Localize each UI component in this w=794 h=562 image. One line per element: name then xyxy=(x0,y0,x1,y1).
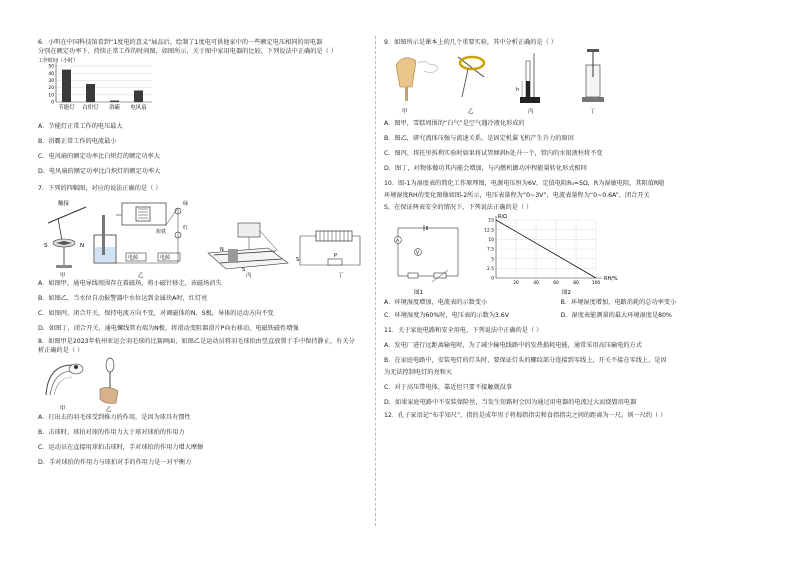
q10-option-c: C．环境湿度为60%时，电压表的示数为3.6V xyxy=(384,312,509,319)
graph-xlabel: RH/% xyxy=(604,276,618,282)
q7-fig-label-jia: 甲 xyxy=(60,273,66,279)
q7-figure-svg xyxy=(38,193,368,279)
q9-fig-yi xyxy=(458,57,484,115)
graph-ytick: 2.5 xyxy=(487,266,494,272)
q8-option-c: C．运动员在直接用球拍击球时，手对球拍的作用力增大摩擦 xyxy=(38,444,204,451)
q6-option-c: C．电风扇的额定功率比白炽灯的额定功率大 xyxy=(38,153,160,160)
graph-ytick: 7.5 xyxy=(487,247,494,253)
q8-fig-yi xyxy=(100,358,118,413)
question-9 xyxy=(384,38,732,173)
left-column xyxy=(38,38,378,467)
q7-option-c: C．如图丙，闭合开关，保持电流方向不变，对调磁体的N、S极，导体的运动方向不变 xyxy=(38,310,274,317)
graph-xtick: 60 xyxy=(553,281,559,286)
question-10 xyxy=(384,179,732,320)
q10-stem-line1: 10．图-1为湿度表的简化工作原理图，电源电压恒为6V，定值电阻R₀=5Ω，R为湿敏电阻，其阻值R随 xyxy=(384,180,665,187)
bar-chart-bar xyxy=(62,70,71,102)
q8-option-a: A．打出去的羽毛球受到推力的作用，是因为球具有惯性 xyxy=(38,414,191,421)
bar-chart-xtick: 白炽灯 xyxy=(82,105,99,111)
q7-fig-ding xyxy=(296,231,360,279)
q10-fig-label-1: 图1 xyxy=(414,290,423,296)
q11-option-b: B．在家庭电路中，安装电灯的灯头时，要保证灯头的螺纹部分连接到零线上，开关不接在零线上，是因 xyxy=(384,357,667,364)
q10-stem-line2: 环境湿度RH的变化图像如图-2所示，电压表量程为“0~3V”，电流表量程为“0~0.6A”，闭合开关 xyxy=(384,192,650,199)
q11-stem: 11．关于家庭电路和安全用电，下列说法中正确的是（ ） xyxy=(384,327,543,334)
q9-fig-ding xyxy=(582,49,604,115)
q7-fig-bing xyxy=(208,223,288,279)
q7-label-s3: S xyxy=(296,257,300,263)
q9-fig-bing xyxy=(516,53,540,115)
q10-options xyxy=(384,298,724,320)
q9-fig-label-yi: 乙 xyxy=(468,109,474,115)
q8-fig-label-jia: 甲 xyxy=(60,406,66,412)
q8-fig-jia xyxy=(46,364,83,412)
q10-option-a: A．环境湿度增加，电流表的示数变小 xyxy=(384,299,488,306)
bar-chart-ytick: 40 xyxy=(48,71,54,77)
q7-stem: 7．下列的四幅图，对应的说法正确的是（ ） xyxy=(38,185,162,192)
q8-stem-line1: 8．如图甲是2023年杭州亚运会羽毛球的比赛画面，如图乙是运动员将羽毛球拍由竖直放置于手中保持静止，有关分 xyxy=(38,338,355,345)
q6-option-b: B．浴霸正常工作的电流最小 xyxy=(38,138,117,145)
bar-chart-ylabel: 工作时间（小时） xyxy=(38,58,79,64)
q10-figure-svg xyxy=(384,212,644,298)
q9-figures xyxy=(384,47,732,117)
q9-fig-label-ding: 丁 xyxy=(590,109,596,115)
q9-figure-svg xyxy=(384,47,714,117)
q10-figures xyxy=(384,212,732,298)
q7-fig-label-ding: 丁 xyxy=(338,273,344,279)
graph-xtick: 80 xyxy=(573,281,579,286)
q7-fig-yi xyxy=(94,200,188,279)
q12-stem: 12．孔子家语记“布手知尺”，指的是成年男子将拇指指尖和食指指尖之间的距离为一尺，则一尺约（ ） xyxy=(384,412,667,419)
bar-chart-ytick: 20 xyxy=(48,86,54,92)
q8-option-d: D．手对球拍的作用力与球拍对手的作用力是一对平衡力 xyxy=(38,459,192,466)
q7-fig-label-yi: 乙 xyxy=(138,273,144,279)
bar-chart-ytick: 30 xyxy=(48,79,54,84)
q8-fig-label-yi: 乙 xyxy=(106,407,112,413)
svg-text:V: V xyxy=(416,251,420,256)
q9-option-d: D．图丁，对物体做功其内能会增加，与内燃机做功冲程能量转化形式相同 xyxy=(384,165,587,172)
q10-circuit xyxy=(395,225,458,296)
svg-text:h: h xyxy=(516,87,520,93)
q7-label-s2: S xyxy=(242,267,246,273)
q7-label-power1: 电源 xyxy=(128,255,139,261)
q6-stem-line2: 分别在额定功率下、持续正常工作的时间图，如图所示，关于图中家用电器的比较，下列说法中正确的是（ ） xyxy=(38,48,337,55)
q7-label-n: N xyxy=(80,243,85,249)
bar-chart-bar xyxy=(110,101,119,102)
svg-text:A: A xyxy=(396,239,400,244)
bar-chart-bar xyxy=(86,84,95,102)
question-7 xyxy=(38,184,378,333)
q7-label-chujie: 触接 xyxy=(58,201,70,207)
q7-label-power2: 电源 xyxy=(160,255,171,261)
bar-chart-xtick: 节能灯 xyxy=(58,105,75,111)
graph-ytick: 10 xyxy=(488,237,494,243)
graph-xtick: 20 xyxy=(513,281,519,286)
q10-fig-label-2: 图2 xyxy=(562,290,571,296)
right-column xyxy=(384,38,732,420)
graph-xtick: 100 xyxy=(591,281,601,286)
q7-fig-jia xyxy=(44,199,86,279)
question-6 xyxy=(38,38,378,176)
q8-option-b: B．击球时，球拍对球的作用力大于球对球拍的作用力 xyxy=(38,429,185,436)
q7-label-green: 绿 xyxy=(183,201,189,207)
q6-stem-line1: 6．小明在中国科技馆看到“1度电的意义”展品后，绘制了1度电可供他家中的一些额定电压相同的用电器 xyxy=(38,39,323,46)
graph-ytick: 15 xyxy=(488,218,494,224)
q7-label-red: 红 xyxy=(183,225,189,231)
q7-option-b: B．如图乙，当水位自动报警器中水位达到金属块A时，红灯亮 xyxy=(38,295,208,302)
bar-chart-ytick: 0 xyxy=(51,100,54,106)
q9-fig-label-bing: 丙 xyxy=(528,109,534,115)
graph-ytick: 5 xyxy=(491,257,494,263)
q7-option-a: A．如图甲，通电导线周围存在着磁场，将小磁针移走，该磁场消失 xyxy=(38,280,222,287)
q9-stem: 9．如图所示是课本上的几个重要实验，其中分析正确的是（ ） xyxy=(384,39,557,46)
question-11 xyxy=(384,326,732,407)
bar-chart-xtick: 电风扇 xyxy=(130,105,147,111)
graph-xtick: 40 xyxy=(533,281,539,286)
q11-option-b-cont: 为无法控制电灯的亮和灭 xyxy=(384,369,453,376)
q11-option-a: A．发电厂进行远距离输电时，为了减少输电线路中的发热损耗电能，通常采用高压输电的方式 xyxy=(384,342,642,349)
q9-fig-label-jia: 甲 xyxy=(402,109,408,115)
graph-ytick: 12.5 xyxy=(484,228,494,234)
q7-label-s1: S xyxy=(44,243,48,249)
graph-ytick: 0 xyxy=(491,276,494,282)
q7-label-xiantie: 衔铁 xyxy=(156,229,167,235)
graph-ylabel: R/Ω xyxy=(498,214,507,220)
q7-figures xyxy=(38,193,378,279)
q7-fig-label-bing: 丙 xyxy=(246,273,252,279)
q10-humidity-graph xyxy=(484,214,618,286)
question-8 xyxy=(38,337,378,467)
q9-option-b: B．图乙，研究流体压强与流速关系，是固定机翼飞机产生升力的原因 xyxy=(384,135,574,142)
q7-label-n2: N xyxy=(220,247,224,253)
q9-option-c: C．图丙，将托里拆利实验时如果将试管倾斜h处升一个，管内的水银液柱将不变 xyxy=(384,150,603,157)
q6-option-a: A．节能灯正常工作的电压最大 xyxy=(38,123,123,130)
q10-option-d: D．湿度表能测量的最大环境湿度是80% xyxy=(560,312,672,319)
bar-chart-bar xyxy=(134,90,143,102)
q10-option-b: B．环境湿度增加，电路消耗的总功率变小 xyxy=(560,299,677,306)
question-12 xyxy=(384,411,732,420)
bar-chart-xtick: 浴霸 xyxy=(109,105,120,111)
q8-figures xyxy=(38,355,378,413)
q7-label-p: P xyxy=(334,253,338,259)
q6-option-d: D．电风扇的额定功率比白炽灯的额定功率大 xyxy=(38,168,161,175)
q6-bar-chart xyxy=(38,56,378,118)
q8-stem-line2: 析正确的是（ ） xyxy=(38,347,84,354)
q7-option-d: D．如图丁，闭合开关，通电螺线管右端为N极，将滑动变阻器滑片P向右移动，电磁铁磁性增强 xyxy=(38,325,299,332)
q9-fig-jia xyxy=(396,58,438,115)
q11-option-d: D．如果家庭电路中不安装保险丝，当发生短路时会因为通过用电器的电流过大而烧毁用电器 xyxy=(384,399,637,406)
bar-chart-ytick: 50 xyxy=(48,64,54,70)
q9-option-a: A．图甲，雪糕周围的“白气”是空气遇冷液化形成的 xyxy=(384,120,525,127)
q11-option-c: C．对于高压带电体，靠近但只要不接触就没事 xyxy=(384,384,513,391)
q10-stem-line3: S，在保证两表安全的情况下，下列说法正确的是（ ） xyxy=(384,204,533,211)
bar-chart-ytick: 10 xyxy=(48,93,54,99)
q8-figure-svg xyxy=(38,355,198,413)
bar-chart-svg xyxy=(38,56,168,118)
